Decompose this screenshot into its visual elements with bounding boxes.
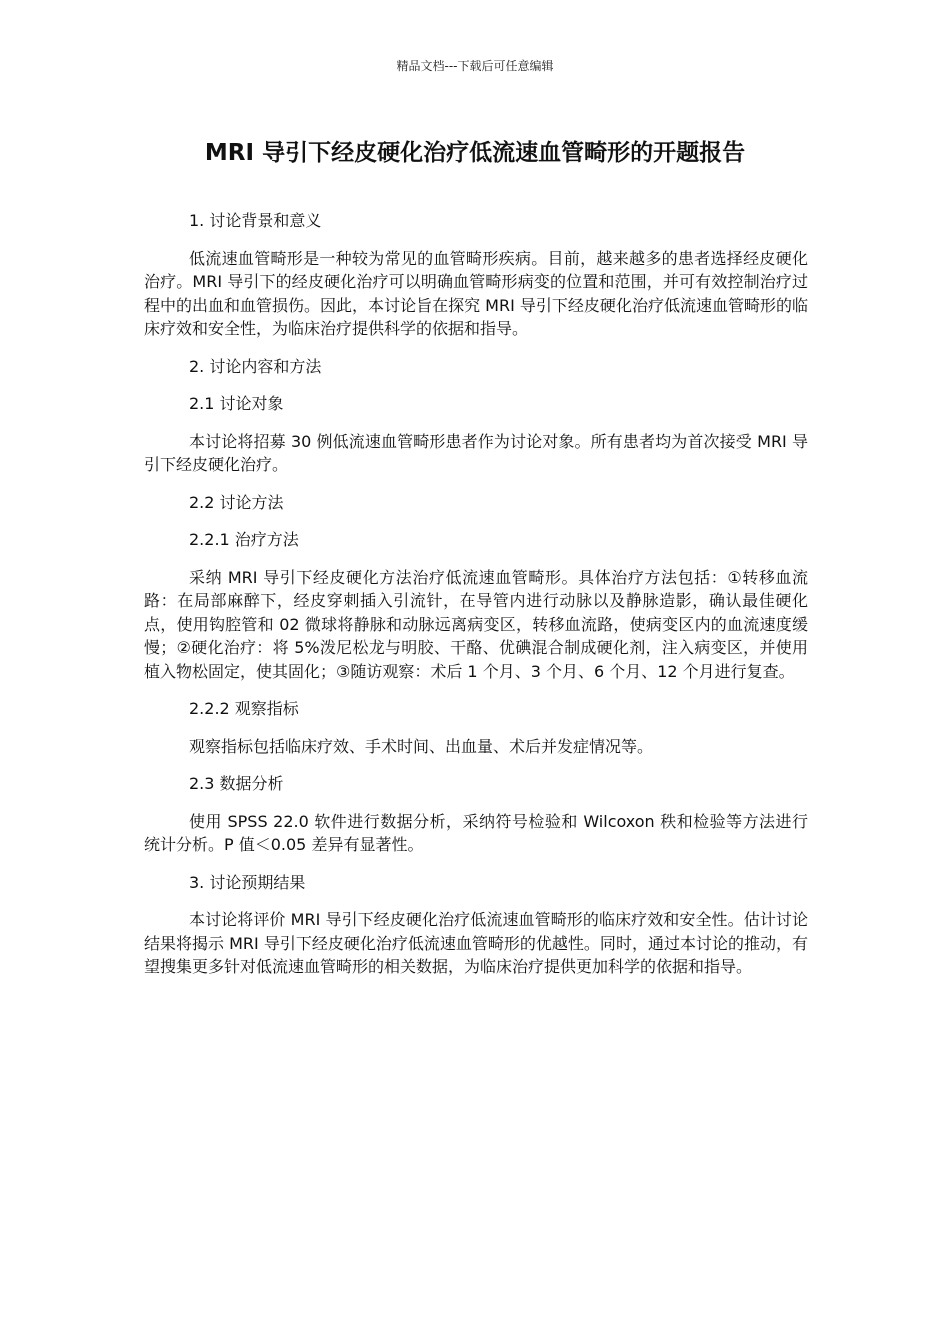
section-2-3-heading: 2.3 数据分析: [189, 774, 284, 793]
section-2-1-paragraph: 本讨论将招募 30 例低流速血管畸形患者作为讨论对象。所有患者均为首次接受 MRI 导引下经皮硬化治疗。: [144, 431, 808, 474]
section-2-3-paragraph: 使用 SPSS 22.0 软件进行数据分析，采纳符号检验和 Wilcoxon 秩和检验等方法进行统计分析。P 值＜0.05 差异有显著性。: [144, 811, 808, 854]
section-2-1-heading: 2.1 讨论对象: [189, 394, 284, 413]
section-3-paragraph: 本讨论将评价 MRI 导引下经皮硬化治疗低流速血管畸形的临床疗效和安全性。估计讨论结果将揭示 MRI 导引下经皮硬化治疗低流速血管畸形的优越性。同时，通过本讨论的推动，有望搜集更多针对低流速血管畸形的相关数据，为临床治疗提供更加科学的依据和指导。: [144, 910, 808, 976]
section-2-heading: 2. 讨论内容和方法: [189, 356, 322, 376]
section-2-2-1-paragraph: 采纳 MRI 导引下经皮硬化方法治疗低流速血管畸形。具体治疗方法包括：①转移血流路：在局部麻醉下，经皮穿刺插入引流针，在导管内进行动脉以及静脉造影，确认最佳硬化点，使用钩腔管和 02 微球将静脉和动脉远离病变区，转移血流路，使病变区内的血流速度缓慢；②硬化治疗：将 5%泼尼松龙与明胶、干酪、优碘混合制成硬化剂，注入病变区，并使用植入物松固定，使其固化；③随访观察：术后 1 个月、3 个月、6 个月、12 个月进行复查。: [144, 567, 808, 681]
section-2-2-heading: 2.2 讨论方法: [189, 492, 284, 512]
section-3-heading: 3. 讨论预期结果: [189, 872, 306, 892]
document-body: [144, 209, 808, 993]
section-2-2-2-paragraph: 观察指标包括临床疗效、手术时间、出血量、术后并发症情况等。: [189, 736, 654, 756]
header-note: 精品文档---下载后可任意编辑: [396, 59, 554, 73]
document-title: MRI 导引下经皮硬化治疗低流速血管畸形的开题报告: [204, 140, 746, 166]
section-2-2-1-heading: 2.2.1 治疗方法: [189, 530, 299, 549]
section-1-paragraph: 低流速血管畸形是一种较为常见的血管畸形疾病。目前，越来越多的患者选择经皮硬化治疗。MRI 导引下的经皮硬化治疗可以明确血管畸形病变的位置和范围，并可有效控制治疗过程中的出血和血管损伤。因此，本讨论旨在探究 MRI 导引下经皮硬化治疗低流速血管畸形的临床疗效和安全性，为临床治疗提供科学的依据和指导。: [144, 248, 808, 338]
section-2-2-2-heading: 2.2.2 观察指标: [189, 699, 299, 718]
section-1-heading: 1. 讨论背景和意义: [189, 211, 322, 230]
